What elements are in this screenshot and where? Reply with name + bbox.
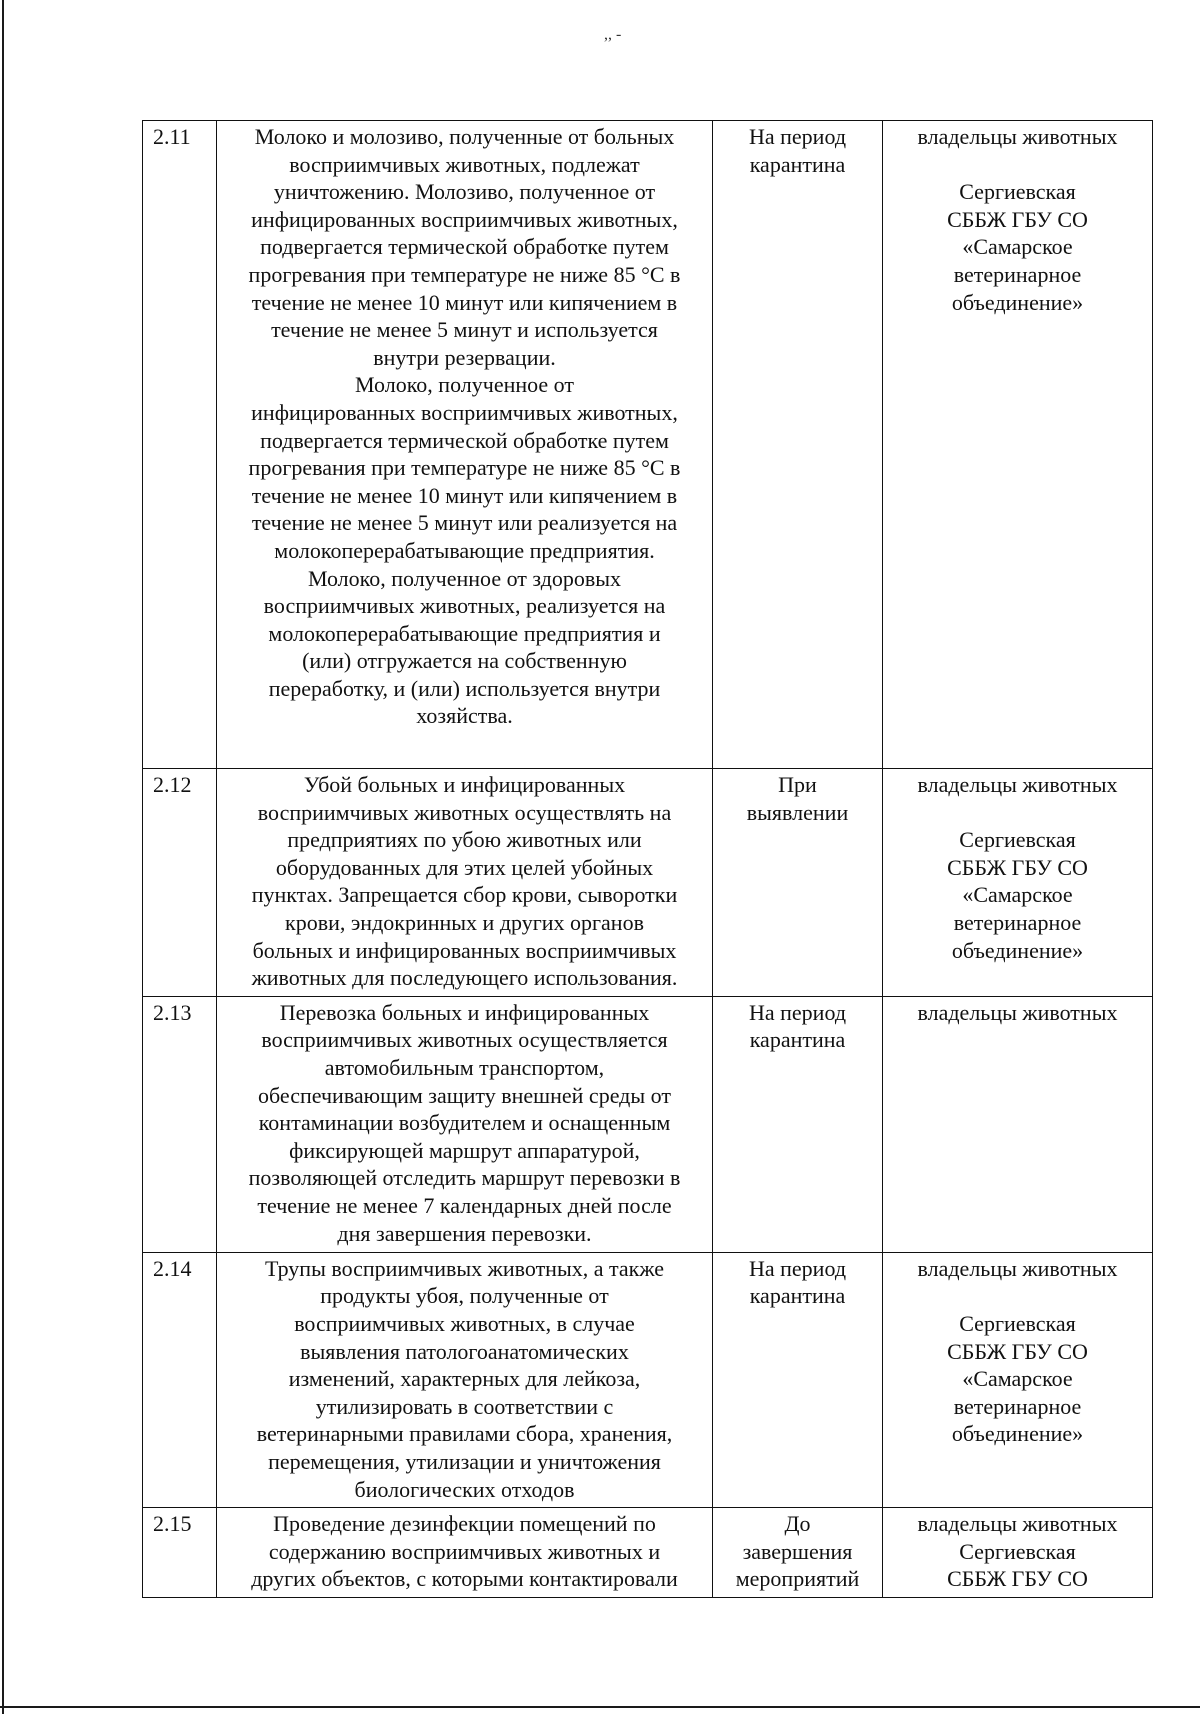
responsible-cell xyxy=(883,996,1153,1252)
scan-edge-left xyxy=(2,0,4,1714)
term-cell xyxy=(713,1508,883,1598)
responsible-cell xyxy=(883,121,1153,769)
row-number: 2.13 xyxy=(143,996,217,1252)
term-text: До завершения мероприятий xyxy=(735,1511,860,1592)
row-number: 2.12 xyxy=(143,769,217,997)
action-cell xyxy=(217,1252,713,1507)
responsible-cell xyxy=(883,1252,1153,1507)
action-text: Молоко и молозиво, полученные от больных восприимчивых животных, подлежат уничтожению. Молозиво, полученное от инфицированных восприимчивых животных, подвергается термической обработке путем прогревания при температуре не ниже 85 °С в течение не менее 10 минут или кипячением в течение не менее 5 минут и используется внутри резервации. Молоко, полученное от инфицированных восприимчивых животных, подвергается термической обработке путем прогревания при температуре не ниже 85 °С в течение не менее 10 минут или кипячением в течение не менее 5 минут или реализуется на молокоперерабатывающие предприятия. Молоко, полученное от здоровых восприимчивых животных, реализуется на молокоперерабатывающие предприятия и (или) отгружается на собственную переработку, и (или) используется внутри хозяйства. xyxy=(248,124,681,729)
action-text: Трупы восприимчивых животных, а также продукты убоя, полученные от восприимчивых животных, в случае выявления патологоанатомических изменений, характерных для лейкоза, утилизировать в соответствии с ветеринарными правилами сбора, хранения, перемещения, утилизации и уничтожения биологических отходов xyxy=(256,1255,673,1502)
action-cell xyxy=(217,121,713,769)
responsible-agency: Сергиевская СББЖ ГБУ СО «Самарское ветеринарное объединение» xyxy=(947,1310,1088,1447)
responsible-owners: владельцы животных Сергиевская СББЖ ГБУ СО xyxy=(917,1511,1118,1592)
table-row xyxy=(143,1508,1153,1598)
table-row xyxy=(143,121,1153,769)
scan-edge-bottom xyxy=(0,1706,1200,1708)
page-top-mark: ,, - xyxy=(604,26,622,43)
term-text: На период карантина xyxy=(748,124,847,177)
action-text: Убой больных и инфицированных восприимчивых животных осуществлять на предприятиях по убою животных или оборудованных для этих целей убойных пунктах. Запрещается сбор крови, сыворотки крови, эндокринных и других органов больных и инфицированных восприимчивых животных для последующего использования. xyxy=(251,772,678,991)
row-number: 2.15 xyxy=(143,1508,217,1598)
term-text: На период карантина xyxy=(748,999,847,1053)
responsible-cell xyxy=(883,1508,1153,1598)
action-cell xyxy=(217,1508,713,1598)
action-text: Перевозка больных и инфицированных восприимчивых животных осуществляется автомобильным транспортом, обеспечивающим защиту внешней среды от контаминации возбудителем и оснащенным фиксирующей маршрут аппаратурой, позволяющей отследить маршрут перевозки в течение не менее 7 календарных дней после дня завершения перевозки. xyxy=(248,999,681,1246)
table-row xyxy=(143,769,1153,997)
row-number: 2.14 xyxy=(143,1252,217,1507)
responsible-cell xyxy=(883,769,1153,997)
table-row xyxy=(143,1252,1153,1507)
table-row xyxy=(143,996,1153,1252)
term-cell xyxy=(713,996,883,1252)
term-cell xyxy=(713,769,883,997)
responsible-gap xyxy=(889,1282,1146,1310)
action-cell xyxy=(217,769,713,997)
responsible-agency: Сергиевская СББЖ ГБУ СО «Самарское ветеринарное объединение» xyxy=(947,827,1088,963)
action-cell xyxy=(217,996,713,1252)
responsible-owners: владельцы животных xyxy=(917,1255,1118,1281)
term-text: При выявлении xyxy=(746,772,849,825)
responsible-owners: владельцы животных xyxy=(917,999,1118,1025)
term-cell xyxy=(713,121,883,769)
responsible-gap xyxy=(889,151,1146,179)
action-text: Проведение дезинфекции помещений по содержанию восприимчивых животных и других объектов, с которыми контактировали xyxy=(251,1511,678,1592)
term-cell xyxy=(713,1252,883,1507)
responsible-agency: Сергиевская СББЖ ГБУ СО «Самарское ветеринарное объединение» xyxy=(947,179,1088,315)
measures-table xyxy=(142,120,1153,1598)
responsible-owners: владельцы животных xyxy=(917,124,1118,149)
responsible-gap xyxy=(889,799,1146,827)
term-text: На период карантина xyxy=(748,1255,847,1309)
row-number: 2.11 xyxy=(143,121,217,769)
responsible-owners: владельцы животных xyxy=(917,772,1118,797)
